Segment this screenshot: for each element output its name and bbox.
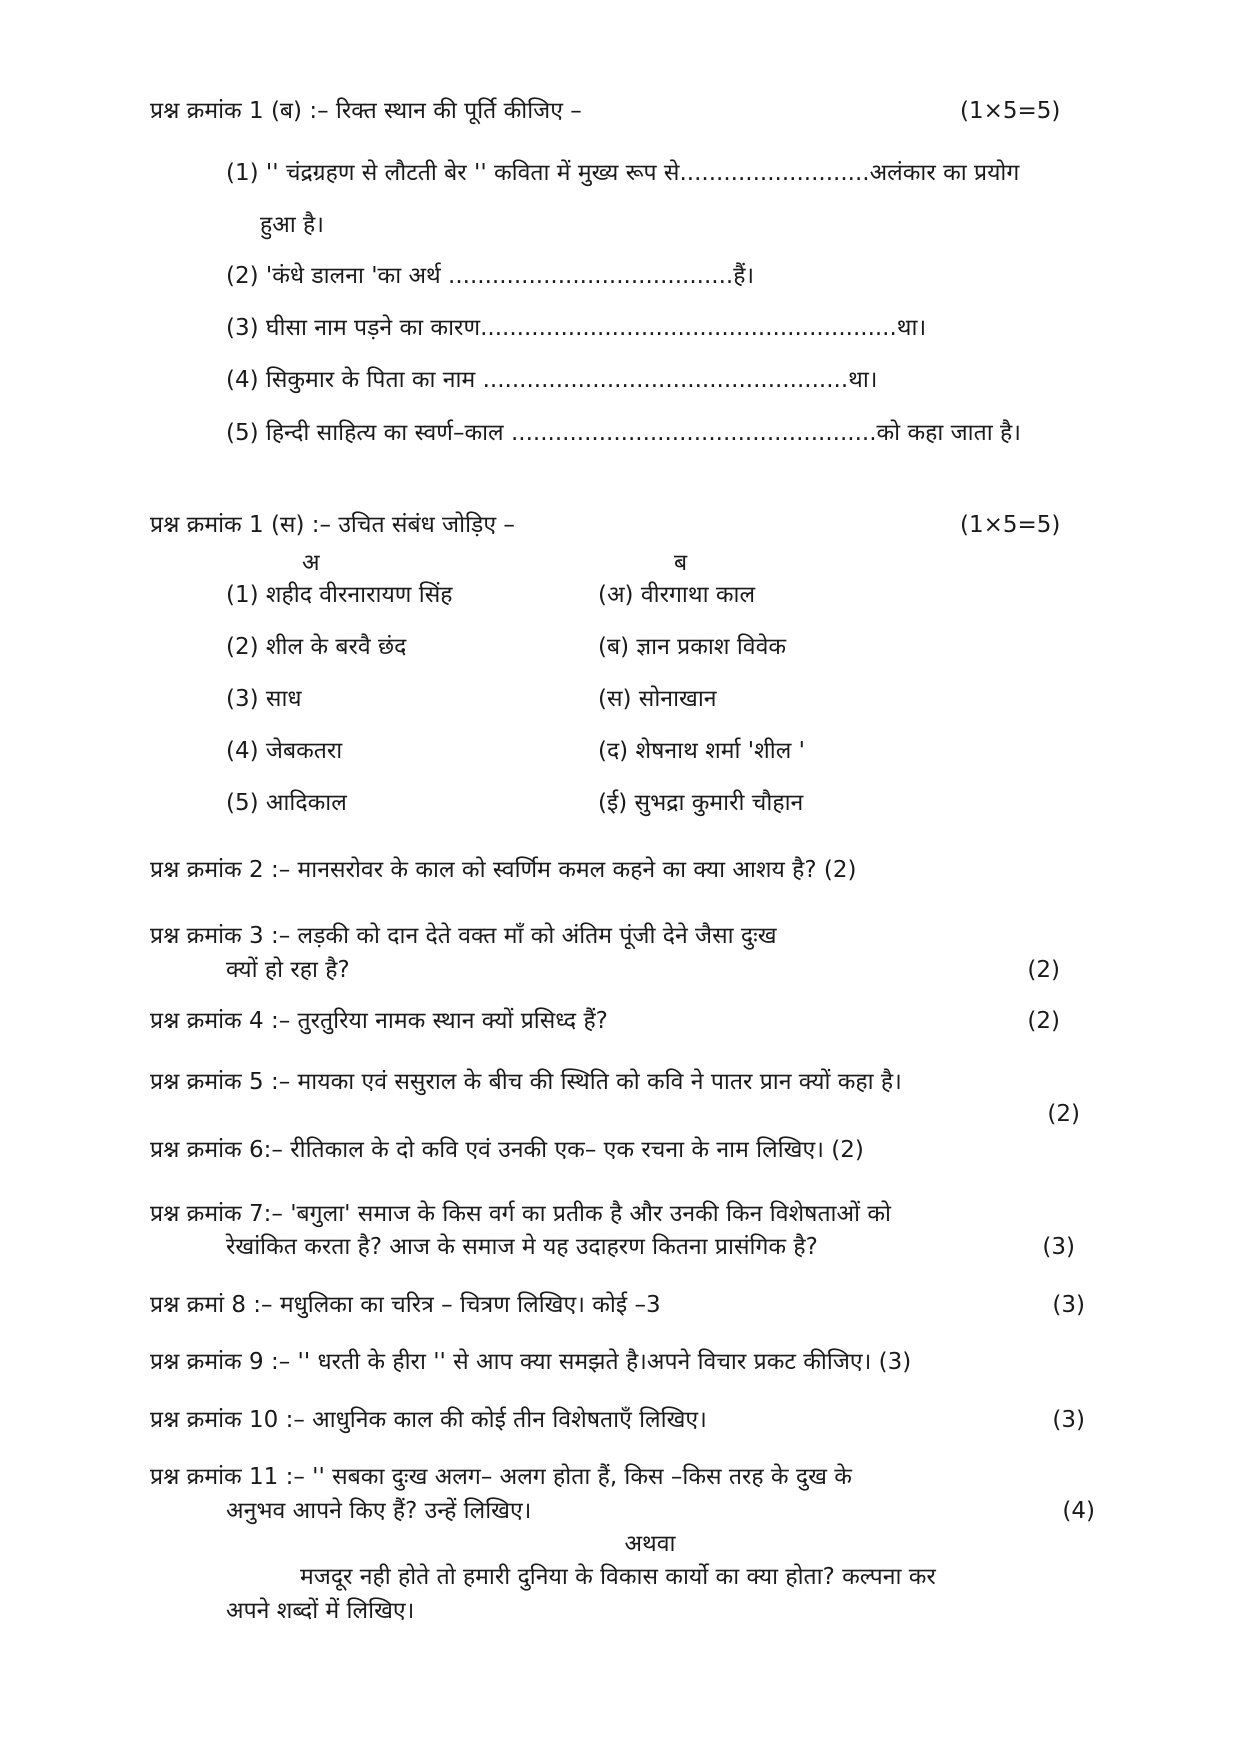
q11-alt-line1: मजदूर नही होते तो हमारी दुनिया के विकास कार्यो का क्या होता? कल्पना कर <box>300 1564 936 1590</box>
q11-alt-line2: अपने शब्दों में लिखिए। <box>226 1598 415 1624</box>
match-b-3: (स) सोनाखान <box>598 686 717 712</box>
match-b-4: (द) शेषनाथ शर्मा 'शील ' <box>598 738 805 764</box>
match-a-3: (3) साध <box>226 686 302 712</box>
q11-marks: (4) <box>1062 1498 1095 1524</box>
match-b-5: (ई) सुभद्रा कुमारी चौहान <box>598 790 804 816</box>
q3-marks: (2) <box>1027 957 1060 983</box>
q5-marks: (2) <box>1047 1101 1080 1127</box>
q1b-item-1: (1) '' चंद्रग्रहण से लौटती बेर '' कविता में मुख्य रूप से..........................अलंकार का प्रयोग <box>226 160 1020 186</box>
q7-line2: रेखांकित करता है? आज के समाज मे यह उदाहरण कितना प्रासंगिक है? <box>226 1234 818 1260</box>
match-b-1: (अ) वीरगाथा काल <box>598 582 756 608</box>
q1c-marks: (1×5=5) <box>960 512 1061 538</box>
q2-text: प्रश्न क्रमांक 2 :– मानसरोवर के काल को स्वर्णिम कमल कहने का क्या आशय है? (2) <box>150 857 857 883</box>
q3-line1: प्रश्न क्रमांक 3 :– लड़की को दान देते वक्त माँ को अंतिम पूंजी देने जैसा दुःख <box>150 923 777 949</box>
q3-line2: क्यों हो रहा है? <box>226 957 350 983</box>
q4-text: प्रश्न क्रमांक 4 :– तुरतुरिया नामक स्थान क्यों प्रसिध्द हैं? <box>150 1008 608 1034</box>
q1c-heading: प्रश्न क्रमांक 1 (स) :– उचित संबंध जोड़िए – <box>150 512 515 538</box>
q1b-item-3: (3) घीसा नाम पड़ने का कारण.........................................................था। <box>226 315 927 341</box>
q1b-marks: (1×5=5) <box>960 98 1061 124</box>
match-a-2: (2) शील के बरवै छंद <box>226 634 407 660</box>
col-b-header: ब <box>674 550 688 576</box>
q11-line2: अनुभव आपने किए हैं? उन्हें लिखिए। <box>226 1498 532 1524</box>
q8-text: प्रश्न क्रमां 8 :– मधुलिका का चरित्र – चित्रण लिखिए। कोई –3 <box>150 1292 661 1318</box>
match-a-1: (1) शहीद वीरनारायण सिंह <box>226 582 453 608</box>
q4-marks: (2) <box>1027 1008 1060 1034</box>
q11-or: अथवा <box>624 1531 676 1557</box>
q1b-item-2: (2) 'कंधे डालना 'का अर्थ .......................................हैं। <box>226 263 755 289</box>
q7-line1: प्रश्न क्रमांक 7:– 'बगुला' समाज के किस वर्ग का प्रतीक है और उनकी किन विशेषताओं को <box>150 1201 891 1227</box>
q1b-item-4: (4) सिकुमार के पिता का नाम ..................................................था। <box>226 367 878 393</box>
q10-marks: (3) <box>1052 1407 1085 1433</box>
match-a-5: (5) आदिकाल <box>226 790 347 816</box>
q11-line1: प्रश्न क्रमांक 11 :– '' सबका दुःख अलग– अलग होता हैं, किस –किस तरह के दुख के <box>150 1464 852 1490</box>
q5-text: प्रश्न क्रमांक 5 :– मायका एवं ससुराल के बीच की स्थिति को कवि ने पातर प्रान क्यों कहा है। <box>150 1069 902 1095</box>
q10-text: प्रश्न क्रमांक 10 :– आधुनिक काल की कोई तीन विशेषताएँ लिखिए। <box>150 1407 707 1433</box>
q8-marks: (3) <box>1052 1292 1085 1318</box>
q1b-heading: प्रश्न क्रमांक 1 (ब) :– रिक्त स्थान की पूर्ति कीजिए – <box>150 98 582 124</box>
col-a-header: अ <box>302 550 320 576</box>
q1b-item-1-cont: हुआ है। <box>260 212 324 238</box>
match-a-4: (4) जेबकतरा <box>226 738 343 764</box>
match-b-2: (ब) ज्ञान प्रकाश विवेक <box>598 634 787 660</box>
q1b-item-5: (5) हिन्दी साहित्य का स्वर्ण–काल ..................................................को कहा जाता है। <box>226 420 1021 446</box>
q6-text: प्रश्न क्रमांक 6:– रीतिकाल के दो कवि एवं उनकी एक– एक रचना के नाम लिखिए। (2) <box>150 1137 864 1163</box>
q7-marks: (3) <box>1042 1234 1075 1260</box>
q9-text: प्रश्न क्रमांक 9 :– '' धरती के हीरा '' से आप क्या समझते है।अपने विचार प्रकट कीजिए। (3) <box>150 1349 912 1375</box>
